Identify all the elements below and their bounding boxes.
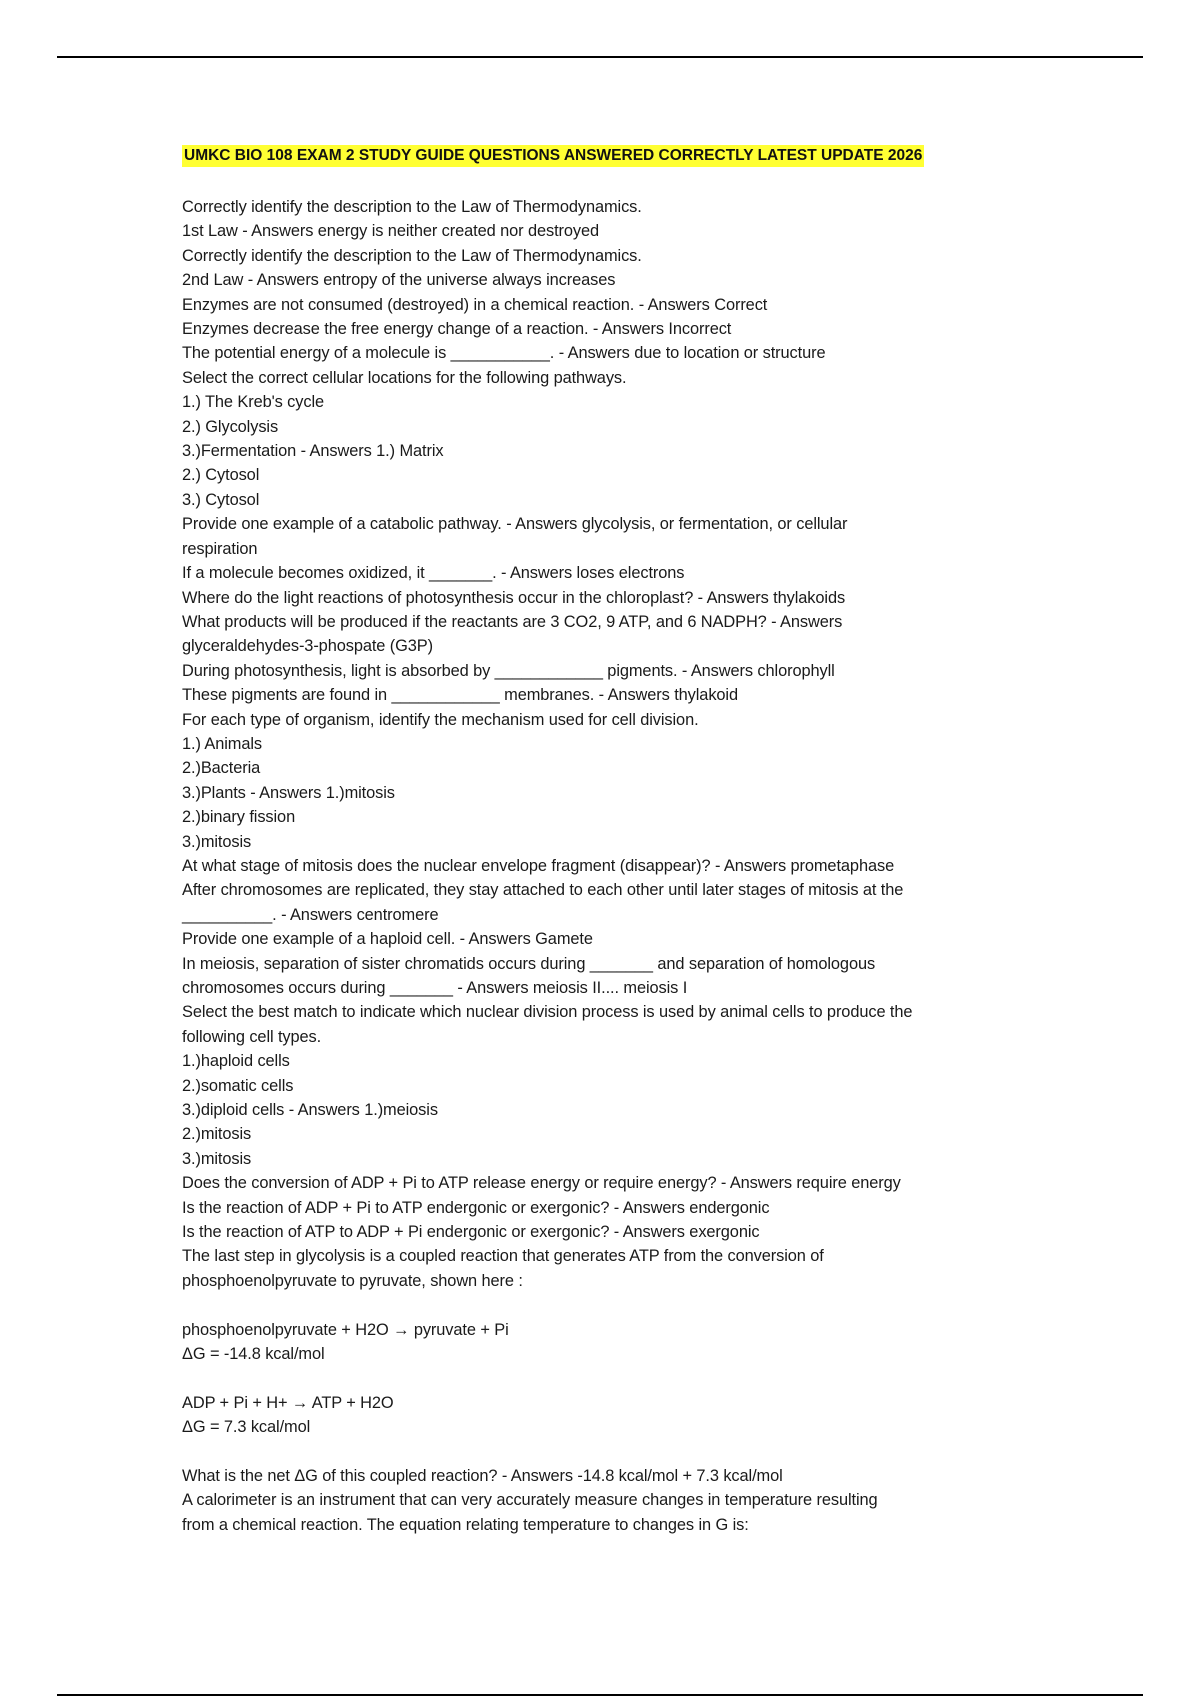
text-line: If a molecule becomes oxidized, it _______. - Answers loses electrons bbox=[182, 564, 685, 583]
text-line: 3.)diploid cells - Answers 1.)meiosis bbox=[182, 1101, 438, 1120]
text-line: ADP + Pi + H+ → ATP + H2O bbox=[182, 1393, 394, 1412]
title-wrapper bbox=[182, 145, 1022, 169]
text-line: respiration bbox=[182, 539, 258, 558]
text-line: 2.)somatic cells bbox=[182, 1076, 294, 1095]
text-line: chromosomes occurs during _______ - Answers meiosis II.... meiosis I bbox=[182, 979, 688, 997]
text-line: ΔG = 7.3 kcal/mol bbox=[182, 1418, 311, 1437]
text-line: Correctly identify the description to the Law of Thermodynamics. bbox=[182, 246, 642, 265]
text-line: These pigments are found in ____________ membranes. - Answers thylakoid bbox=[182, 686, 738, 705]
text-line: Enzymes are not consumed (destroyed) in a chemical reaction. - Answers Correct bbox=[182, 295, 768, 314]
text-line: During photosynthesis, light is absorbed by ____________ pigments. - Answers chlorophyll bbox=[182, 661, 835, 680]
text-line: 2.) Glycolysis bbox=[182, 417, 279, 436]
text-line: What products will be produced if the reactants are 3 CO2, 9 ATP, and 6 NADPH? - Answers bbox=[182, 612, 843, 631]
text-line: 3.)Plants - Answers 1.)mitosis bbox=[182, 783, 395, 802]
text-line: Is the reaction of ADP + Pi to ATP endergonic or exergonic? - Answers endergonic bbox=[182, 1198, 770, 1217]
text-line: What is the net ΔG of this coupled reaction? - Answers -14.8 kcal/mol + 7.3 kcal/mol bbox=[182, 1467, 783, 1486]
top-rule bbox=[57, 56, 1143, 58]
document-title: UMKC BIO 108 EXAM 2 STUDY GUIDE QUESTIONS ANSWERED CORRECTLY LATEST UPDATE 2026 bbox=[182, 145, 924, 167]
text-line: ΔG = -14.8 kcal/mol bbox=[182, 1345, 325, 1364]
text-line: Provide one example of a catabolic pathway. - Answers glycolysis, or fermentation, or cellular bbox=[182, 515, 848, 534]
text-line: The potential energy of a molecule is ___________. - Answers due to location or structure bbox=[182, 344, 826, 363]
document-body bbox=[182, 145, 1022, 1537]
text-line: Provide one example of a haploid cell. - Answers Gamete bbox=[182, 930, 593, 949]
text-line: 2.)Bacteria bbox=[182, 759, 261, 778]
text-line: Where do the light reactions of photosynthesis occur in the chloroplast? - Answers thylakoids bbox=[182, 588, 846, 607]
text-line: 1.) Animals bbox=[182, 734, 262, 753]
text-line: In meiosis, separation of sister chromatids occurs during _______ and separation of homologous bbox=[182, 954, 876, 973]
text-line: 3.) Cytosol bbox=[182, 490, 260, 509]
text-line: For each type of organism, identify the mechanism used for cell division. bbox=[182, 710, 699, 729]
text-line: phosphoenolpyruvate to pyruvate, shown here : bbox=[182, 1271, 523, 1290]
bottom-rule bbox=[57, 1694, 1143, 1696]
text-line: 2.)mitosis bbox=[182, 1125, 252, 1144]
text-line: Select the best match to indicate which nuclear division process is used by animal cells to produce the bbox=[182, 1003, 913, 1022]
text-line: The last step in glycolysis is a coupled reaction that generates ATP from the conversion of bbox=[182, 1247, 824, 1266]
document-lines bbox=[182, 195, 1022, 1537]
text-line: 3.)mitosis bbox=[182, 832, 252, 851]
text-line: phosphoenolpyruvate + H2O → pyruvate + Pi bbox=[182, 1320, 509, 1339]
text-line bbox=[182, 1293, 1022, 1317]
text-line: Is the reaction of ATP to ADP + Pi endergonic or exergonic? - Answers exergonic bbox=[182, 1223, 760, 1242]
text-line: Select the correct cellular locations for the following pathways. bbox=[182, 368, 627, 387]
text-line: 1.)haploid cells bbox=[182, 1052, 290, 1071]
text-line: glyceraldehydes-3-phospate (G3P) bbox=[182, 637, 433, 656]
text-line: from a chemical reaction. The equation relating temperature to changes in G is: bbox=[182, 1515, 749, 1534]
text-line: Does the conversion of ADP + Pi to ATP release energy or require energy? - Answers require energy bbox=[182, 1174, 901, 1193]
text-line: 1.) The Kreb's cycle bbox=[182, 393, 325, 412]
text-line bbox=[182, 1366, 1022, 1390]
text-line: Enzymes decrease the free energy change of a reaction. - Answers Incorrect bbox=[182, 320, 732, 339]
text-line bbox=[182, 1440, 1022, 1464]
text-line: A calorimeter is an instrument that can very accurately measure changes in temperature resulting bbox=[182, 1491, 878, 1510]
text-line: 1st Law - Answers energy is neither created nor destroyed bbox=[182, 222, 600, 241]
text-line: 3.)Fermentation - Answers 1.) Matrix bbox=[182, 442, 444, 461]
text-line: following cell types. bbox=[182, 1027, 322, 1046]
text-line: 3.)mitosis bbox=[182, 1149, 252, 1168]
text-line: Correctly identify the description to the Law of Thermodynamics. bbox=[182, 198, 642, 216]
text-line: At what stage of mitosis does the nuclear envelope fragment (disappear)? - Answers prometaphase bbox=[182, 856, 895, 875]
text-line: 2.)binary fission bbox=[182, 808, 296, 827]
text-line: __________. - Answers centromere bbox=[182, 905, 439, 924]
text-line: 2.) Cytosol bbox=[182, 466, 260, 485]
text-line: 2nd Law - Answers entropy of the universe always increases bbox=[182, 271, 616, 290]
text-line: After chromosomes are replicated, they stay attached to each other until later stages of mitosis at the bbox=[182, 881, 904, 900]
